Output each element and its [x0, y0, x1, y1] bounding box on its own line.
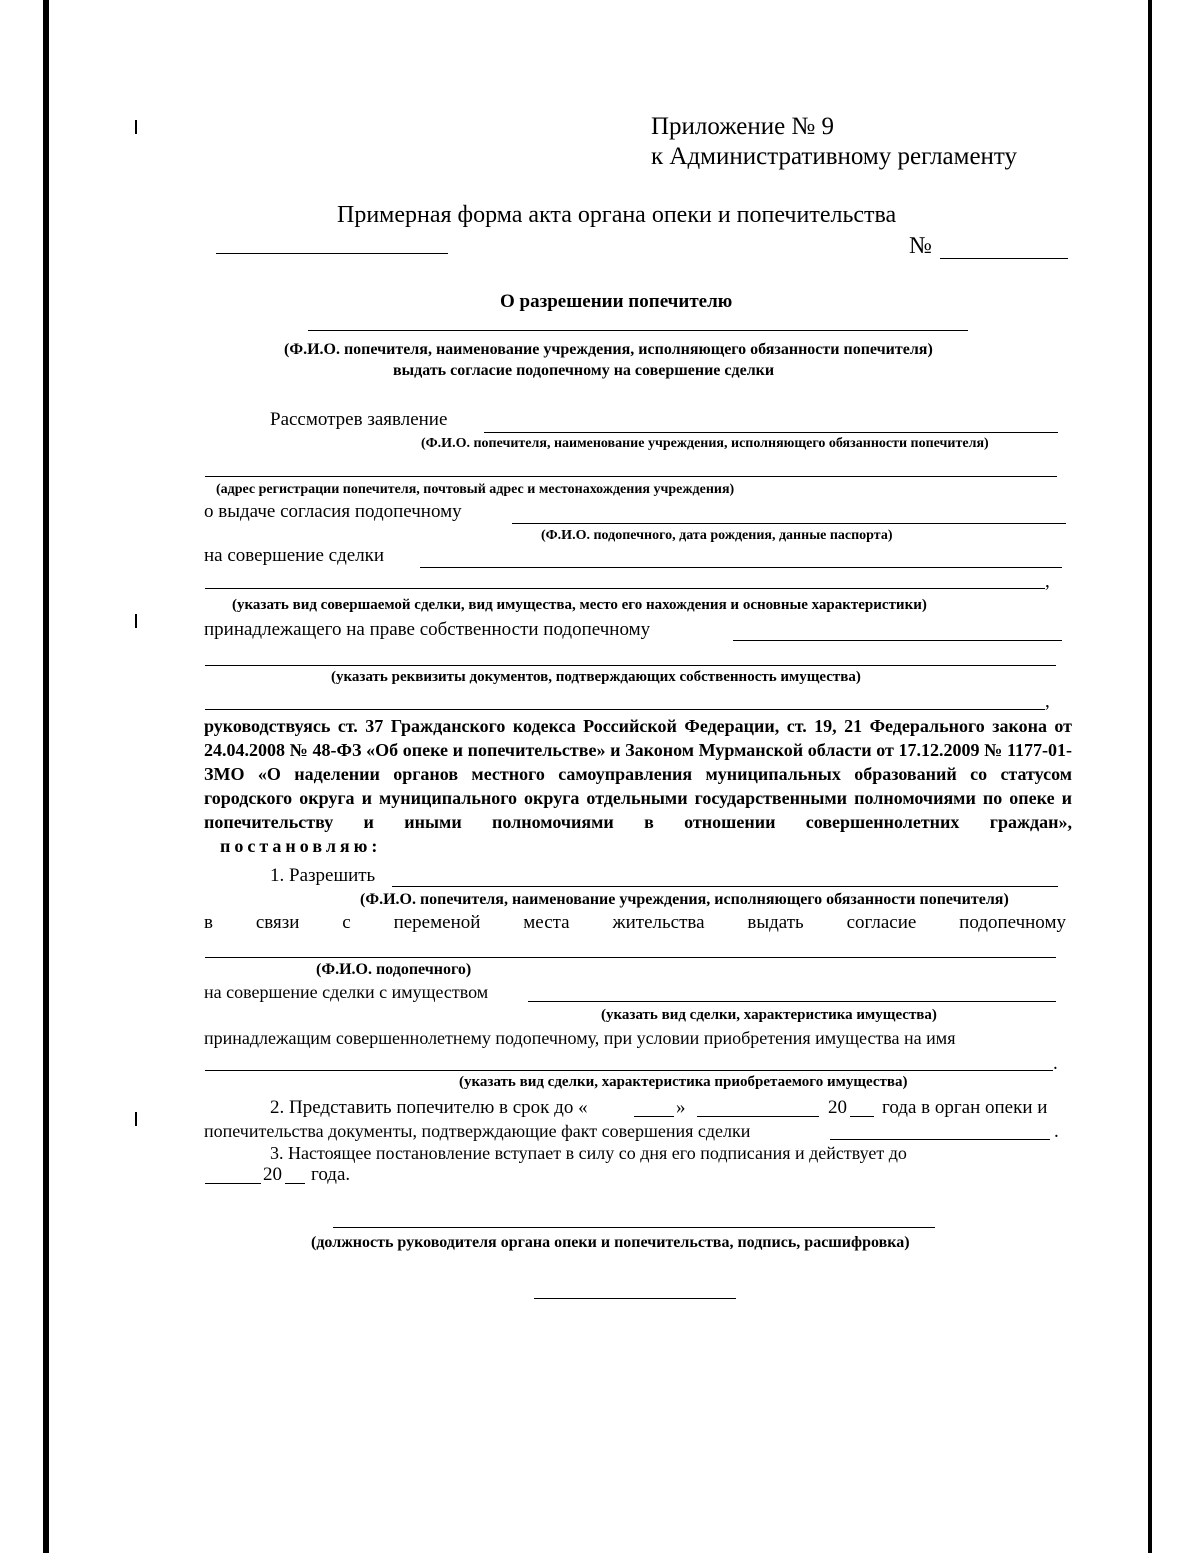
number-blank	[940, 258, 1068, 259]
item2-quote-close: »	[676, 1097, 686, 1118]
considering-label: Рассмотрев заявление	[270, 409, 448, 430]
adult-ward-period: .	[1053, 1053, 1058, 1074]
subject-heading: О разрешении попечителю	[500, 291, 733, 312]
scan-mark	[135, 120, 137, 134]
deal-blank-2	[205, 588, 1045, 589]
item3-year-blank	[285, 1183, 305, 1184]
item2-period: .	[1054, 1121, 1059, 1142]
deal-label: на совершение сделки	[204, 545, 385, 566]
subject-continuation: выдать согласие подопечному на совершение сделки	[393, 362, 775, 379]
item1-ward-blank	[205, 957, 1056, 958]
item1-guardian-blank	[392, 886, 1058, 887]
item1-word: переменой	[393, 912, 481, 933]
legal-basis-text: руководствуясь ст. 37 Гражданского кодекса Российской Федерации, ст. 19, 21 Федерального закона от 24.04.2008 № 48-ФЗ «Об опеке и попечительстве» и Законом Мурманской области от 17.12.2009 № 1177-01-ЗМО «О наделении органов местного самоуправления муниципальных образований со статусом городского округа и муниципального округа отдельными государственными полномочиями по опеке и попечительству и иными полномочиями в отношении совершеннолетних граждан»,	[204, 716, 1072, 832]
consent-to-ward-label: о выдаче согласия подопечному	[204, 501, 462, 522]
resolve-word: постановляю:	[220, 836, 382, 856]
scan-mark	[135, 614, 137, 628]
deal-property-blank	[528, 1001, 1056, 1002]
owner-blank	[733, 640, 1062, 641]
scan-left-edge	[43, 0, 49, 1553]
item1-word: жительства	[612, 912, 705, 933]
item2-century: 20	[828, 1097, 847, 1118]
signature-blank	[333, 1227, 935, 1228]
scan-mark	[135, 1112, 137, 1126]
hint-ward-2: (Ф.И.О. подопечного)	[316, 961, 472, 978]
hint-guardian: (Ф.И.О. попечителя, наименование учреждения, исполняющего обязанности попечителя)	[284, 341, 933, 358]
item1-word: выдать	[747, 912, 804, 933]
hint-guardian-3: (Ф.И.О. попечителя, наименование учреждения, исполняющего обязанности попечителя)	[360, 891, 1009, 908]
deal-property-label: на совершение сделки с имуществом	[204, 982, 489, 1002]
hint-signature: (должность руководителя органа опеки и попечительства, подпись, расшифровка)	[311, 1234, 910, 1251]
item1-word: связи	[255, 912, 300, 933]
item1-word: в	[204, 912, 213, 933]
legal-basis-paragraph	[204, 714, 1072, 858]
item3-line	[270, 1142, 1066, 1164]
item1-word: согласие	[846, 912, 917, 933]
scan-right-edge	[1148, 0, 1152, 1553]
date-blank	[216, 253, 448, 254]
deal-blank	[420, 567, 1062, 568]
item2-month-blank	[697, 1116, 819, 1117]
number-sign: №	[909, 233, 932, 259]
hint-acquired: (указать вид сделки, характеристика приобретаемого имущества)	[459, 1074, 908, 1090]
adult-ward-blank	[205, 1070, 1053, 1071]
bottom-separator	[534, 1298, 736, 1299]
item2-start: 2. Представить попечителю в срок до «	[270, 1097, 588, 1118]
item2-to-authority: года в орган опеки и	[882, 1097, 1048, 1118]
item2-deal-blank	[830, 1139, 1050, 1140]
hint-docs: (указать реквизиты документов, подтверждающих собственность имущества)	[331, 669, 861, 685]
form-title: Примерная форма акта органа опеки и попечительства	[337, 202, 897, 228]
docs-comma: ,	[1045, 691, 1050, 712]
item1-label: 1. Разрешить	[270, 865, 376, 886]
item1-word: с	[342, 912, 351, 933]
item3-end: года.	[311, 1164, 351, 1185]
item3-day-blank	[205, 1183, 261, 1184]
item2-day-blank	[634, 1116, 674, 1117]
item3-century: 20	[263, 1164, 282, 1185]
item2-year-blank	[850, 1116, 874, 1117]
hint-guardian-2: (Ф.И.О. попечителя, наименование учреждения, исполняющего обязанности попечителя)	[421, 436, 989, 451]
hint-deal-property: (указать вид сделки, характеристика имущества)	[601, 1007, 937, 1023]
owner-blank-2	[205, 665, 1056, 666]
item1-word: подопечному	[959, 912, 1066, 933]
deal-comma: ,	[1045, 571, 1050, 592]
item2-continuation: попечительства документы, подтверждающие факт совершения сделки	[204, 1121, 751, 1141]
address-blank	[205, 476, 1057, 477]
item1-word: места	[523, 912, 570, 933]
hint-ward: (Ф.И.О. подопечного, дата рождения, данные паспорта)	[541, 528, 893, 543]
guardian-blank	[308, 330, 968, 331]
owned-by-label: принадлежащего на праве собственности подопечному	[204, 619, 651, 640]
appendix-number: Приложение № 9	[651, 113, 835, 140]
item3-text: 3. Настоящее постановление вступает в силу со дня его подписания и действует до	[270, 1143, 907, 1163]
hint-deal: (указать вид совершаемой сделки, вид имущества, место его нахождения и основные характеристики)	[232, 597, 927, 613]
regulation-reference: к Административному регламенту	[651, 143, 1018, 170]
application-blank	[484, 432, 1058, 433]
adult-ward-line: принадлежащим совершеннолетнему подопечному, при условии приобретения имущества на имя	[204, 1028, 956, 1048]
item1-justified-line	[204, 911, 1066, 934]
ward-blank	[512, 523, 1066, 524]
hint-address: (адрес регистрации попечителя, почтовый адрес и местонахождения учреждения)	[216, 482, 735, 497]
docs-blank	[205, 709, 1045, 710]
